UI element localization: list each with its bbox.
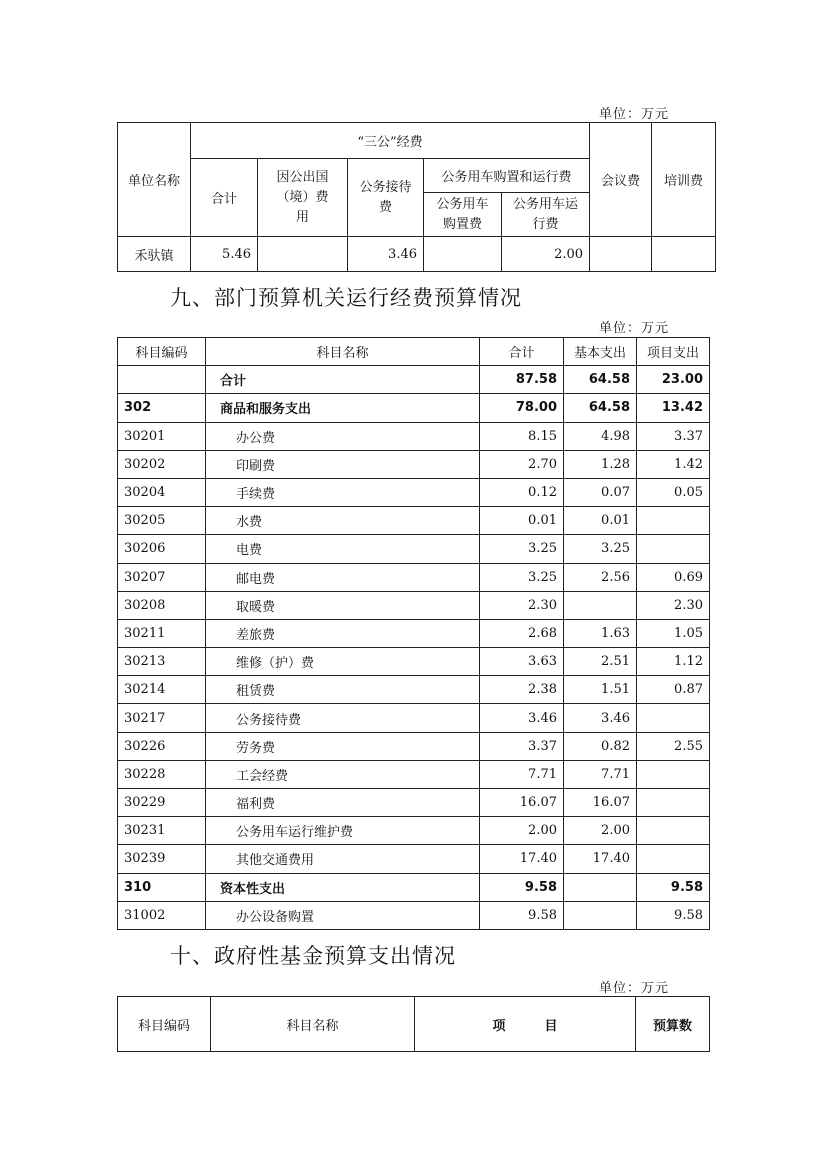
- cell-project: 2.55: [637, 732, 710, 760]
- table-row: [118, 873, 710, 901]
- cell-name: 合计: [206, 366, 480, 394]
- cell-name: 手续费: [206, 478, 480, 506]
- cell-total: 17.40: [480, 845, 564, 873]
- cell-total: 2.68: [480, 619, 564, 647]
- cell-name: 办公设备购置: [206, 901, 480, 929]
- cell-total: 9.58: [480, 901, 564, 929]
- cell-code: 30239: [118, 845, 206, 873]
- cell-total: 2.30: [480, 591, 564, 619]
- cell-basic: 64.58: [564, 394, 637, 422]
- header-total: 合计: [480, 338, 564, 366]
- table-row: [118, 591, 710, 619]
- cell-name: 差旅费: [206, 619, 480, 647]
- cell-basic: 1.63: [564, 619, 637, 647]
- operating-expense-table: [117, 337, 710, 930]
- table-row: [118, 901, 710, 929]
- cell-project: 13.42: [637, 394, 710, 422]
- cell-project: 23.00: [637, 366, 710, 394]
- cell-total: 0.12: [480, 478, 564, 506]
- cell-basic: 0.07: [564, 478, 637, 506]
- cell-total: 78.00: [480, 394, 564, 422]
- section9-title: 九、部门预算机关运行经费预算情况: [170, 286, 522, 310]
- cell-project: 9.58: [637, 873, 710, 901]
- cell-training: [652, 237, 716, 272]
- cell-total: 3.25: [480, 563, 564, 591]
- cell-project: 0.87: [637, 676, 710, 704]
- cell-basic: 16.07: [564, 789, 637, 817]
- cell-code: 30202: [118, 450, 206, 478]
- cell-project: 9.58: [637, 901, 710, 929]
- table-row: [118, 237, 716, 272]
- cell-basic: [564, 873, 637, 901]
- cell-code: 302: [118, 394, 206, 422]
- cell-project: [637, 789, 710, 817]
- cell-code: [118, 366, 206, 394]
- cell-basic: 64.58: [564, 366, 637, 394]
- table-row: [118, 817, 710, 845]
- cell-code: 30214: [118, 676, 206, 704]
- cell-total: 8.15: [480, 422, 564, 450]
- cell-name: 电费: [206, 535, 480, 563]
- cell-code: 31002: [118, 901, 206, 929]
- cell-project: 0.05: [637, 478, 710, 506]
- cell-name: 邮电费: [206, 563, 480, 591]
- cell-total: 5.46: [191, 237, 258, 272]
- cell-project: [637, 845, 710, 873]
- cell-name: 办公费: [206, 422, 480, 450]
- table-row: [118, 422, 710, 450]
- cell-project: 3.37: [637, 422, 710, 450]
- cell-name: 工会经费: [206, 760, 480, 788]
- cell-total: 3.46: [480, 704, 564, 732]
- cell-code: 30226: [118, 732, 206, 760]
- cell-project: [637, 704, 710, 732]
- cell-code: 30201: [118, 422, 206, 450]
- cell-total: 2.00: [480, 817, 564, 845]
- cell-code: 30204: [118, 478, 206, 506]
- header-vehicle-run: 公务用车运行费: [502, 193, 590, 237]
- table-row: [118, 704, 710, 732]
- cell-total: 9.58: [480, 873, 564, 901]
- cell-name: 租赁费: [206, 676, 480, 704]
- header-code: 科目编码: [118, 338, 206, 366]
- cell-basic: 2.51: [564, 648, 637, 676]
- cell-name: 取暖费: [206, 591, 480, 619]
- cell-basic: 0.82: [564, 732, 637, 760]
- cell-meeting: [590, 237, 652, 272]
- table-row: [118, 732, 710, 760]
- cell-total: 16.07: [480, 789, 564, 817]
- cell-total: 3.63: [480, 648, 564, 676]
- header-total: 合计: [191, 159, 258, 237]
- cell-abroad: [258, 237, 348, 272]
- cell-total: 2.70: [480, 450, 564, 478]
- cell-basic: 0.01: [564, 507, 637, 535]
- header-unit-name: 单位名称: [118, 123, 191, 237]
- cell-basic: 1.51: [564, 676, 637, 704]
- cell-code: 30228: [118, 760, 206, 788]
- cell-name: 劳务费: [206, 732, 480, 760]
- cell-project: 1.05: [637, 619, 710, 647]
- table-row: [118, 478, 710, 506]
- cell-code: 30211: [118, 619, 206, 647]
- cell-code: 30231: [118, 817, 206, 845]
- fund-table: [117, 996, 710, 1052]
- table-row: [118, 789, 710, 817]
- cell-total: 87.58: [480, 366, 564, 394]
- cell-unit-name: 禾驮镇: [118, 237, 191, 272]
- header-name: 科目名称: [206, 338, 480, 366]
- cell-project: [637, 760, 710, 788]
- cell-code: 30207: [118, 563, 206, 591]
- cell-code: 310: [118, 873, 206, 901]
- section10-title: 十、政府性基金预算支出情况: [170, 944, 456, 968]
- cell-name: 商品和服务支出: [206, 394, 480, 422]
- unit-label-3: 单位：万元: [599, 981, 670, 996]
- header-vehicle: 公务用车购置和运行费: [424, 159, 590, 193]
- table-row: [118, 507, 710, 535]
- unit-label-1: 单位：万元: [599, 107, 670, 122]
- cell-name: 其他交通费用: [206, 845, 480, 873]
- header-basic: 基本支出: [564, 338, 637, 366]
- table-row: [118, 648, 710, 676]
- cell-basic: 1.28: [564, 450, 637, 478]
- cell-name: 印刷费: [206, 450, 480, 478]
- cell-vehicle-run: 2.00: [502, 237, 590, 272]
- cell-code: 30229: [118, 789, 206, 817]
- header-meeting: 会议费: [590, 123, 652, 237]
- header-abroad: 因公出国（境）费用: [258, 159, 348, 237]
- cell-total: 7.71: [480, 760, 564, 788]
- table-row: [118, 366, 710, 394]
- header-vehicle-purchase: 公务用车购置费: [424, 193, 502, 237]
- header-project: 项目支出: [637, 338, 710, 366]
- cell-basic: [564, 591, 637, 619]
- cell-name: 资本性支出: [206, 873, 480, 901]
- cell-project: 1.12: [637, 648, 710, 676]
- cell-project: [637, 817, 710, 845]
- table-row: [118, 394, 710, 422]
- cell-code: 30217: [118, 704, 206, 732]
- cell-name: 公务用车运行维护费: [206, 817, 480, 845]
- cell-name: 水费: [206, 507, 480, 535]
- cell-project: [637, 535, 710, 563]
- cell-basic: 2.00: [564, 817, 637, 845]
- table-row: [118, 676, 710, 704]
- header-budget: 预算数: [636, 997, 710, 1052]
- cell-project: [637, 507, 710, 535]
- cell-total: 3.25: [480, 535, 564, 563]
- cell-code: 30205: [118, 507, 206, 535]
- cell-total: 2.38: [480, 676, 564, 704]
- cell-project: 2.30: [637, 591, 710, 619]
- table-row: [118, 450, 710, 478]
- cell-name: 维修（护）费: [206, 648, 480, 676]
- unit-label-2: 单位：万元: [599, 321, 670, 336]
- cell-basic: 17.40: [564, 845, 637, 873]
- table-row: [118, 535, 710, 563]
- cell-basic: 2.56: [564, 563, 637, 591]
- cell-code: 30208: [118, 591, 206, 619]
- cell-basic: 4.98: [564, 422, 637, 450]
- cell-basic: [564, 901, 637, 929]
- sangong-table: [117, 122, 716, 272]
- header-reception: 公务接待费: [348, 159, 424, 237]
- header-code: 科目编码: [118, 997, 211, 1052]
- header-name: 科目名称: [211, 997, 415, 1052]
- cell-name: 福利费: [206, 789, 480, 817]
- header-sangong: “三公”经费: [191, 123, 590, 159]
- table-row: [118, 845, 710, 873]
- cell-total: 0.01: [480, 507, 564, 535]
- table-row: [118, 760, 710, 788]
- table-row: [118, 619, 710, 647]
- header-item: 项 目: [415, 997, 636, 1052]
- operating-expense-body: [118, 366, 710, 930]
- cell-name: 公务接待费: [206, 704, 480, 732]
- cell-code: 30213: [118, 648, 206, 676]
- cell-code: 30206: [118, 535, 206, 563]
- cell-basic: 7.71: [564, 760, 637, 788]
- cell-basic: 3.46: [564, 704, 637, 732]
- cell-project: 0.69: [637, 563, 710, 591]
- cell-reception: 3.46: [348, 237, 424, 272]
- cell-basic: 3.25: [564, 535, 637, 563]
- cell-project: 1.42: [637, 450, 710, 478]
- header-training: 培训费: [652, 123, 716, 237]
- cell-vehicle-purchase: [424, 237, 502, 272]
- cell-total: 3.37: [480, 732, 564, 760]
- table-row: [118, 563, 710, 591]
